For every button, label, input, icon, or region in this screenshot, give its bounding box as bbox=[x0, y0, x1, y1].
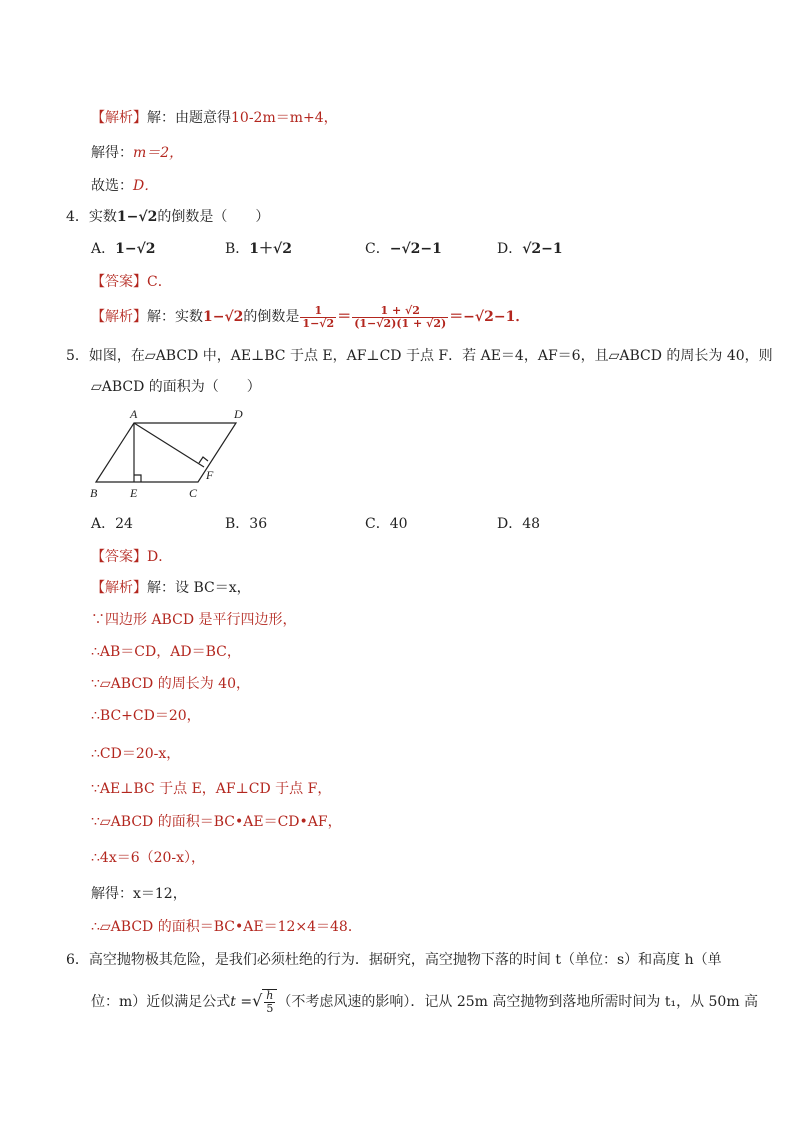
q5-option-d bbox=[497, 514, 540, 534]
q4-answer-line bbox=[91, 272, 172, 292]
q4-option-a bbox=[91, 239, 156, 259]
q4-option-c-text: −√2−1 bbox=[389, 241, 442, 257]
label-d: D bbox=[234, 407, 243, 421]
q4-option-d bbox=[497, 239, 563, 259]
q4-option-d-label: D． bbox=[497, 241, 523, 257]
q4-option-d-text: √2−1 bbox=[522, 241, 563, 257]
q6-formula-t: t = bbox=[230, 994, 253, 1010]
q3-jiede-val: m＝2， bbox=[133, 145, 184, 161]
q3-jiexi-line bbox=[91, 108, 338, 128]
altitude-af bbox=[134, 423, 204, 467]
q3-jiexi-tag: 【解析】 bbox=[91, 110, 147, 126]
q4-stem bbox=[66, 207, 269, 227]
q6-line2-a: 位：m）近似满足公式 bbox=[91, 994, 231, 1010]
q4-option-b bbox=[225, 239, 292, 259]
q5-step-1: ∵四边形 ABCD 是平行四边形， bbox=[91, 612, 297, 628]
q5-step-2: ∴AB＝CD，AD＝BC， bbox=[91, 644, 241, 660]
q3-jiexi-eq: 10-2m＝m+4， bbox=[231, 110, 338, 126]
label-a: A bbox=[130, 407, 138, 421]
q4-option-a-label: A． bbox=[91, 241, 116, 257]
q4-frac-2-den: (1−√2)(1 + √2) bbox=[354, 316, 447, 330]
q6-line1-text: 高空抛物极其危险，是我们必须杜绝的行为．据研究，高空抛物下落的时间 t（单位：s）和高度 h（单 bbox=[88, 952, 722, 968]
q4-stem-a: 实数 bbox=[88, 209, 117, 225]
q4-frac-1 bbox=[300, 305, 336, 330]
q4-answer-val: C． bbox=[147, 274, 172, 290]
q4-jiexi-lead: 解：实数 bbox=[147, 309, 203, 325]
q6-line1 bbox=[66, 950, 722, 970]
q5-option-b bbox=[225, 514, 267, 534]
q3-jiexi-lead: 解：由题意得 bbox=[147, 110, 231, 126]
parallelogram-abcd bbox=[96, 423, 236, 482]
right-angle-mark-f bbox=[199, 457, 208, 463]
q5-option-a-text: 24 bbox=[115, 516, 133, 532]
q6-line2: 位：m）近似满足公式t =√ $\frac{h}{5}$ （不考虑风速的影响）．记从 25m 高空抛物到落地所需时间为 t₁，从 50m 高 bbox=[91, 988, 759, 1015]
q4-option-b-label: B． bbox=[225, 241, 250, 257]
q4-frac-1-num: 1 bbox=[300, 305, 336, 318]
q4-num: 4． bbox=[66, 209, 89, 225]
q5-option-b-text: 36 bbox=[249, 516, 268, 532]
q5-answer-line bbox=[91, 547, 172, 567]
q4-jiexi-mid: 的倒数是 bbox=[243, 309, 300, 325]
q5-answer-val: D． bbox=[147, 549, 173, 565]
q3-guxuan-label: 故选： bbox=[91, 178, 133, 194]
q4-frac-2-num: 1 + √2 bbox=[352, 305, 448, 318]
q4-stem-b: 的倒数是（ ） bbox=[157, 209, 270, 225]
q5-option-c bbox=[365, 514, 408, 534]
q4-jiexi-expr: 1−√2 bbox=[203, 309, 244, 325]
q5-option-a-label: A． bbox=[91, 516, 116, 532]
q4-answer-tag: 【答案】 bbox=[91, 274, 147, 290]
q5-option-d-text: 48 bbox=[522, 516, 541, 532]
q6-num: 6． bbox=[66, 952, 89, 968]
q5-step-7: ∵▱ABCD 的面积＝BC•AE＝CD•AF， bbox=[91, 814, 342, 830]
q4-jiexi-result: ＝−√2−1． bbox=[449, 309, 530, 325]
q6-formula-den: 5 bbox=[266, 1001, 274, 1015]
q5-step-10: ∴▱ABCD 的面积＝BC•AE＝12×4＝48． bbox=[91, 919, 362, 935]
q5-num: 5． bbox=[66, 348, 89, 364]
q4-jiexi-tag: 【解析】 bbox=[91, 309, 147, 325]
q4-frac-1-den: 1−√2 bbox=[302, 316, 335, 330]
q3-jiede-line bbox=[91, 143, 183, 163]
q5-step-9: 解得：x＝12， bbox=[91, 886, 187, 902]
q5-jiexi-lead: 解：设 BC＝x， bbox=[147, 580, 251, 596]
q6-formula-sqrt bbox=[262, 989, 277, 1015]
q5-option-c-text: 40 bbox=[389, 516, 408, 532]
q5-jiexi-tag: 【解析】 bbox=[91, 580, 147, 596]
q3-guxuan-line bbox=[91, 176, 158, 196]
q5-step-5: ∴CD＝20-x， bbox=[91, 746, 181, 762]
q6-formula-frac bbox=[264, 990, 275, 1015]
q4-jiexi-line: 【解析】解：实数1−√2的倒数是 $\frac{1}{1-√2}$ ＝ $\frac{1 + √2}{(1-√2)(1 + √2)}$ ＝−√2−1． bbox=[91, 303, 530, 330]
q5-option-c-label: C． bbox=[365, 516, 390, 532]
q4-option-b-text: 1＋√2 bbox=[249, 241, 292, 257]
q5-jiexi-line bbox=[91, 578, 251, 598]
q5-option-a bbox=[91, 514, 133, 534]
q5-answer-tag: 【答案】 bbox=[91, 549, 147, 565]
q5-option-d-label: D． bbox=[497, 516, 523, 532]
q5-step-3: ∵▱ABCD 的周长为 40， bbox=[91, 676, 250, 692]
q4-option-c-label: C． bbox=[365, 241, 390, 257]
q5-parallelogram-figure bbox=[86, 404, 256, 504]
label-f: F bbox=[206, 468, 214, 482]
q3-jiede-label: 解得： bbox=[91, 145, 133, 161]
q5-stem-line2: ▱ABCD 的面积为（ ） bbox=[91, 379, 261, 395]
q4-option-c bbox=[365, 239, 442, 259]
q4-stem-expr: 1−√2 bbox=[116, 209, 158, 225]
q3-guxuan-val: D． bbox=[133, 178, 159, 194]
q5-step-8: ∴4x＝6（20-x）， bbox=[91, 850, 206, 866]
q4-frac-2 bbox=[352, 305, 448, 330]
q5-stem-1: 如图，在▱ABCD 中，AE⊥BC 于点 E，AF⊥CD 于点 F．若 AE＝4，AF＝6，且▱ABCD 的周长为 40，则 bbox=[88, 348, 773, 364]
q4-option-a-text: 1−√2 bbox=[115, 241, 156, 257]
q5-stem-line1 bbox=[66, 346, 773, 366]
right-angle-mark-e bbox=[134, 475, 141, 482]
label-b: B bbox=[90, 486, 98, 500]
q5-option-b-label: B． bbox=[225, 516, 250, 532]
q6-line2-b: （不考虑风速的影响）．记从 25m 高空抛物到落地所需时间为 t₁，从 50m 高 bbox=[277, 994, 759, 1010]
q5-step-6: ∵AE⊥BC 于点 E，AF⊥CD 于点 F， bbox=[91, 781, 332, 797]
label-e: E bbox=[130, 486, 138, 500]
label-c: C bbox=[189, 486, 198, 500]
q5-step-4: ∴BC+CD＝20， bbox=[91, 708, 201, 724]
q6-formula-num: h bbox=[266, 988, 274, 1002]
